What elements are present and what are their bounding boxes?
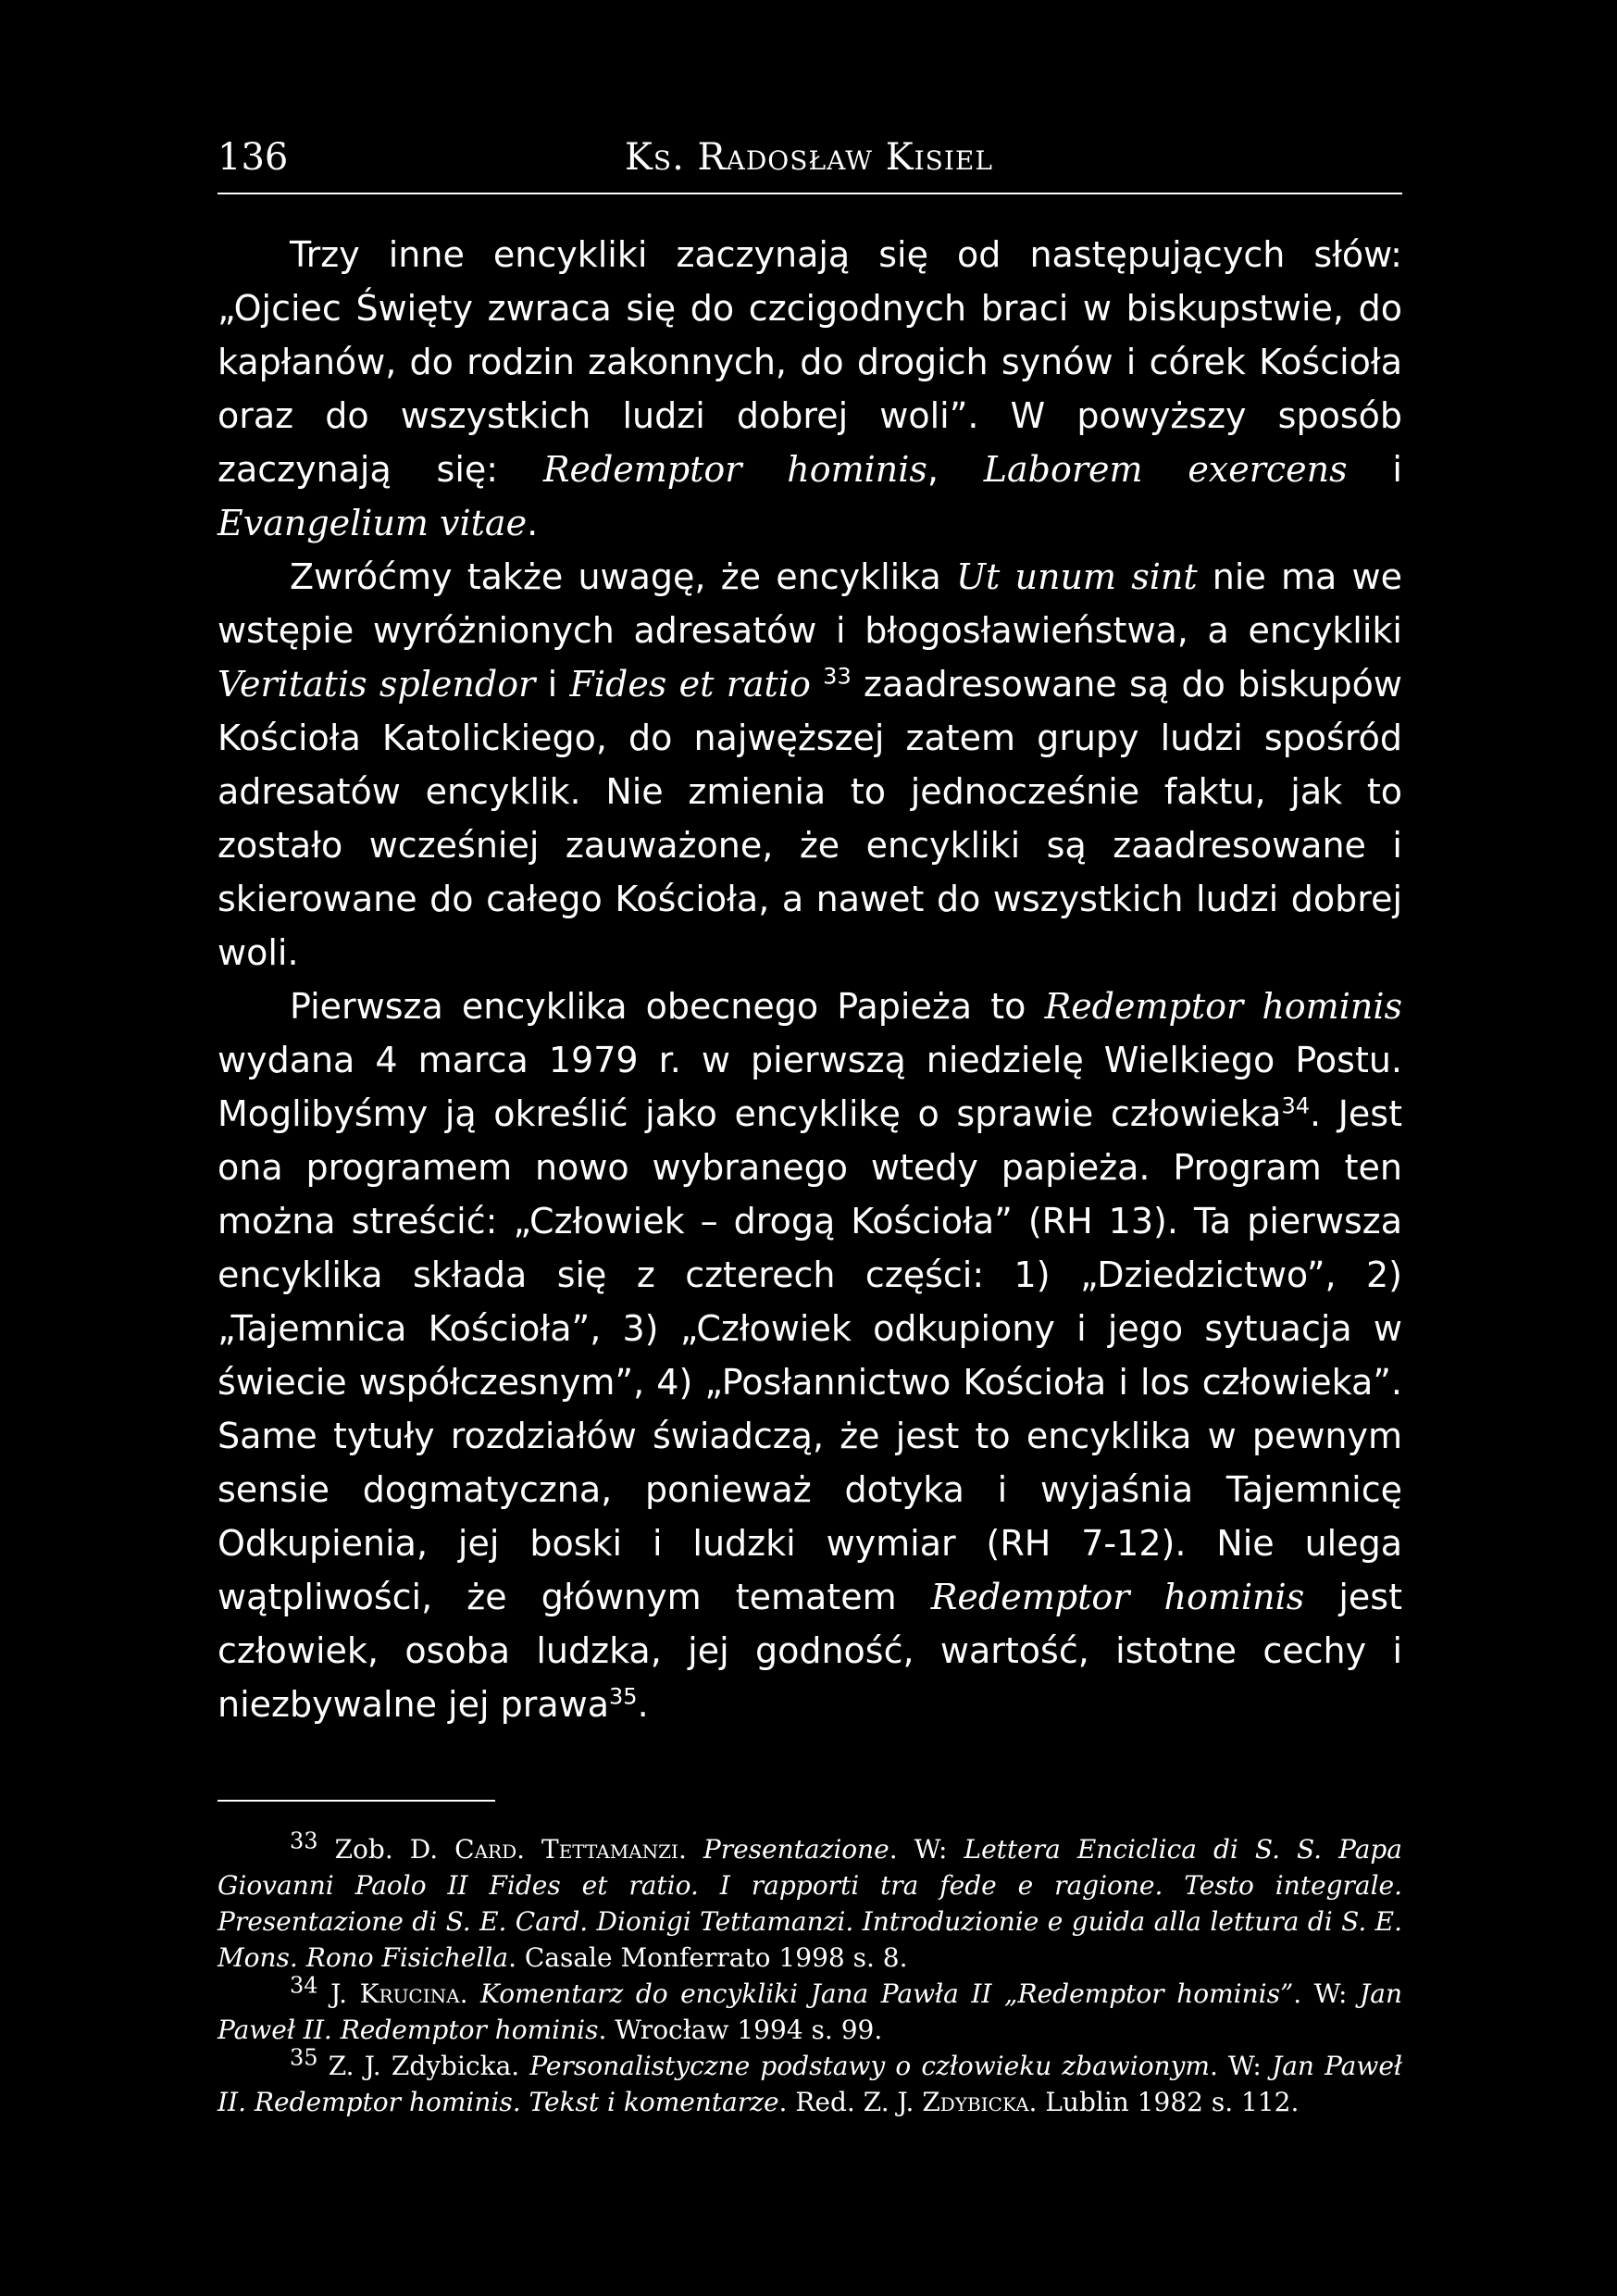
text-run: Pierwsza encyklika obecnego Papieża to bbox=[290, 986, 1045, 1027]
text-run: . W: bbox=[889, 1834, 964, 1865]
text-run: zaadresowane są do biskupów Kościoła Katolickiego, do najwęższej zatem grupy ludzi spośród adresatów encyklik. Nie zmienia to jednocześnie faktu, jak to zostało wcześniej zauważone, że encykliki są zaadresowane i skierowane do całego Kościoła, a nawet do wszystkich ludzi dobrej woli. bbox=[218, 664, 1402, 973]
body-text bbox=[218, 228, 1402, 1731]
text-run bbox=[811, 664, 823, 705]
text-run: Z. J. Zdybicka. bbox=[317, 2051, 530, 2081]
italic-title: Laborem exercens bbox=[983, 449, 1348, 490]
text-run: Trzy inne encykliki zaczynają się od następujących słów: „Ojciec Święty zwraca się do czcigodnych braci w biskupstwie, do kapłanów, do rodzin zakonnych, do drogich synów i córek Kościoła oraz do wszystkich ludzi dobrej woli”. W powyższy sposób zaczynają się: bbox=[218, 234, 1402, 490]
italic-title: Fides et ratio bbox=[569, 664, 811, 705]
italic-title: Redemptor hominis bbox=[930, 1577, 1305, 1617]
paragraph-2 bbox=[218, 550, 1402, 980]
italic-title: Redemptor hominis bbox=[542, 449, 927, 490]
italic-title: Personalistyczne podstawy o człowieku zbawionym bbox=[529, 2051, 1210, 2081]
footnote-ref-34[interactable]: 34 bbox=[1281, 1092, 1310, 1119]
italic-title: Jan Paweł II. Redemptor hominis. Tekst i komentarze bbox=[218, 2051, 1402, 2117]
text-run: Zwróćmy także uwagę, że encyklika bbox=[290, 556, 957, 597]
paragraph-1 bbox=[218, 228, 1402, 550]
text-run: . W: bbox=[1293, 1978, 1361, 2009]
italic-title: Evangelium vitae bbox=[218, 503, 528, 543]
editor-name: Zdybicka bbox=[922, 2087, 1029, 2117]
author-name: Krucina bbox=[359, 1978, 460, 2009]
text-run: wydana 4 marca 1979 r. w pierwszą niedzielę Wielkiego Postu. Moglibyśmy ją określić jako encyklikę o sprawie człowieka bbox=[218, 1040, 1402, 1134]
header-rule bbox=[218, 193, 1402, 194]
footnote-number: 33 bbox=[290, 1828, 318, 1854]
italic-title: Veritatis splendor bbox=[218, 664, 536, 705]
text-run: , bbox=[927, 449, 984, 490]
footnote-33 bbox=[218, 1828, 1403, 1976]
footnote-number: 34 bbox=[290, 1972, 318, 1999]
italic-title: Presentazione bbox=[703, 1834, 889, 1865]
text-run: . bbox=[459, 1978, 481, 2009]
text-run: nie ma we wstępie wyróżnionych adresatów i błogosławieństwa, a encykliki bbox=[218, 556, 1402, 651]
text-run: i bbox=[535, 664, 570, 705]
footnote-34 bbox=[218, 1972, 1402, 2048]
running-head: Ks. Radosław Kisiel bbox=[625, 136, 993, 179]
paragraph-3 bbox=[218, 980, 1402, 1731]
text-run: . W: bbox=[1209, 2051, 1272, 2081]
text-run: Zob. D. bbox=[317, 1834, 455, 1865]
text-run: . Jest ona programem nowo wybranego wtedy papieża. Program ten można streścić: „Człowiek – drogą Kościoła” (RH 13). Ta pierwsza encyklika składa się z czterech części: 1) „Dziedzictwo”, 2) „Tajemnica Kościoła”, 3) „Człowiek odkupiony i jego sytuacja w świecie współczesnym”, 4) „Posłannictwo Kościoła i los człowieka”. Same tytuły rozdziałów świadczą, że jest to encyklika w pewnym sensie dogmatyczna, ponieważ dotyka i wyjaśnia Tajemnicę Odkupienia, jej boski i ludzki wymiar (RH 7-12). Nie ulega wątpliwości, że głównym tematem bbox=[218, 1093, 1402, 1617]
italic-title: Ut unum sint bbox=[956, 556, 1198, 597]
text-run: jest człowiek, osoba ludzka, jej godność, wartość, istotne cechy i niezbywalne jej prawa bbox=[218, 1577, 1402, 1725]
italic-title: Jan Paweł II. Redemptor hominis bbox=[218, 1978, 1402, 2045]
footnotes bbox=[218, 1828, 1403, 2120]
page-number: 136 bbox=[218, 136, 289, 179]
footnote-rule bbox=[218, 1800, 495, 1802]
text-run: . bbox=[678, 1834, 703, 1865]
text-run: . Wrocław 1994 s. 99. bbox=[598, 2015, 883, 2045]
text-run: . Casale Monferrato 1998 s. 8. bbox=[508, 1942, 908, 1973]
text-run: . Red. Z. J. bbox=[778, 2087, 923, 2117]
footnote-ref-33[interactable]: 33 bbox=[823, 663, 852, 690]
footnote-number: 35 bbox=[290, 2044, 318, 2071]
text-run: J. bbox=[317, 1978, 360, 2009]
page bbox=[218, 130, 1402, 2120]
italic-title: Komentarz do encykliki Jana Pawła II „Redemptor hominis” bbox=[480, 1978, 1294, 2009]
text-run: . bbox=[637, 1684, 649, 1725]
text-run: . Lublin 1982 s. 112. bbox=[1028, 2087, 1300, 2117]
footnote-ref-35[interactable]: 35 bbox=[609, 1683, 638, 1710]
italic-title: Lettera Enciclica di S. S. Papa Giovanni Paolo II Fides et ratio. I rapporti tra fede e ragione. Testo integrale. Presentazione di S. E. Card. Dionigi Tettamanzi. Introduzionie e guida alla lettura di S. E. Mons. Rono Fisichella bbox=[218, 1834, 1403, 1973]
italic-title: Redemptor hominis bbox=[1044, 986, 1402, 1027]
author-name: Card. Tettamanzi bbox=[454, 1834, 678, 1865]
text-run: i bbox=[1347, 449, 1402, 490]
page-header bbox=[218, 130, 1402, 185]
footnote-35 bbox=[218, 2044, 1402, 2120]
text-run: . bbox=[527, 503, 539, 543]
